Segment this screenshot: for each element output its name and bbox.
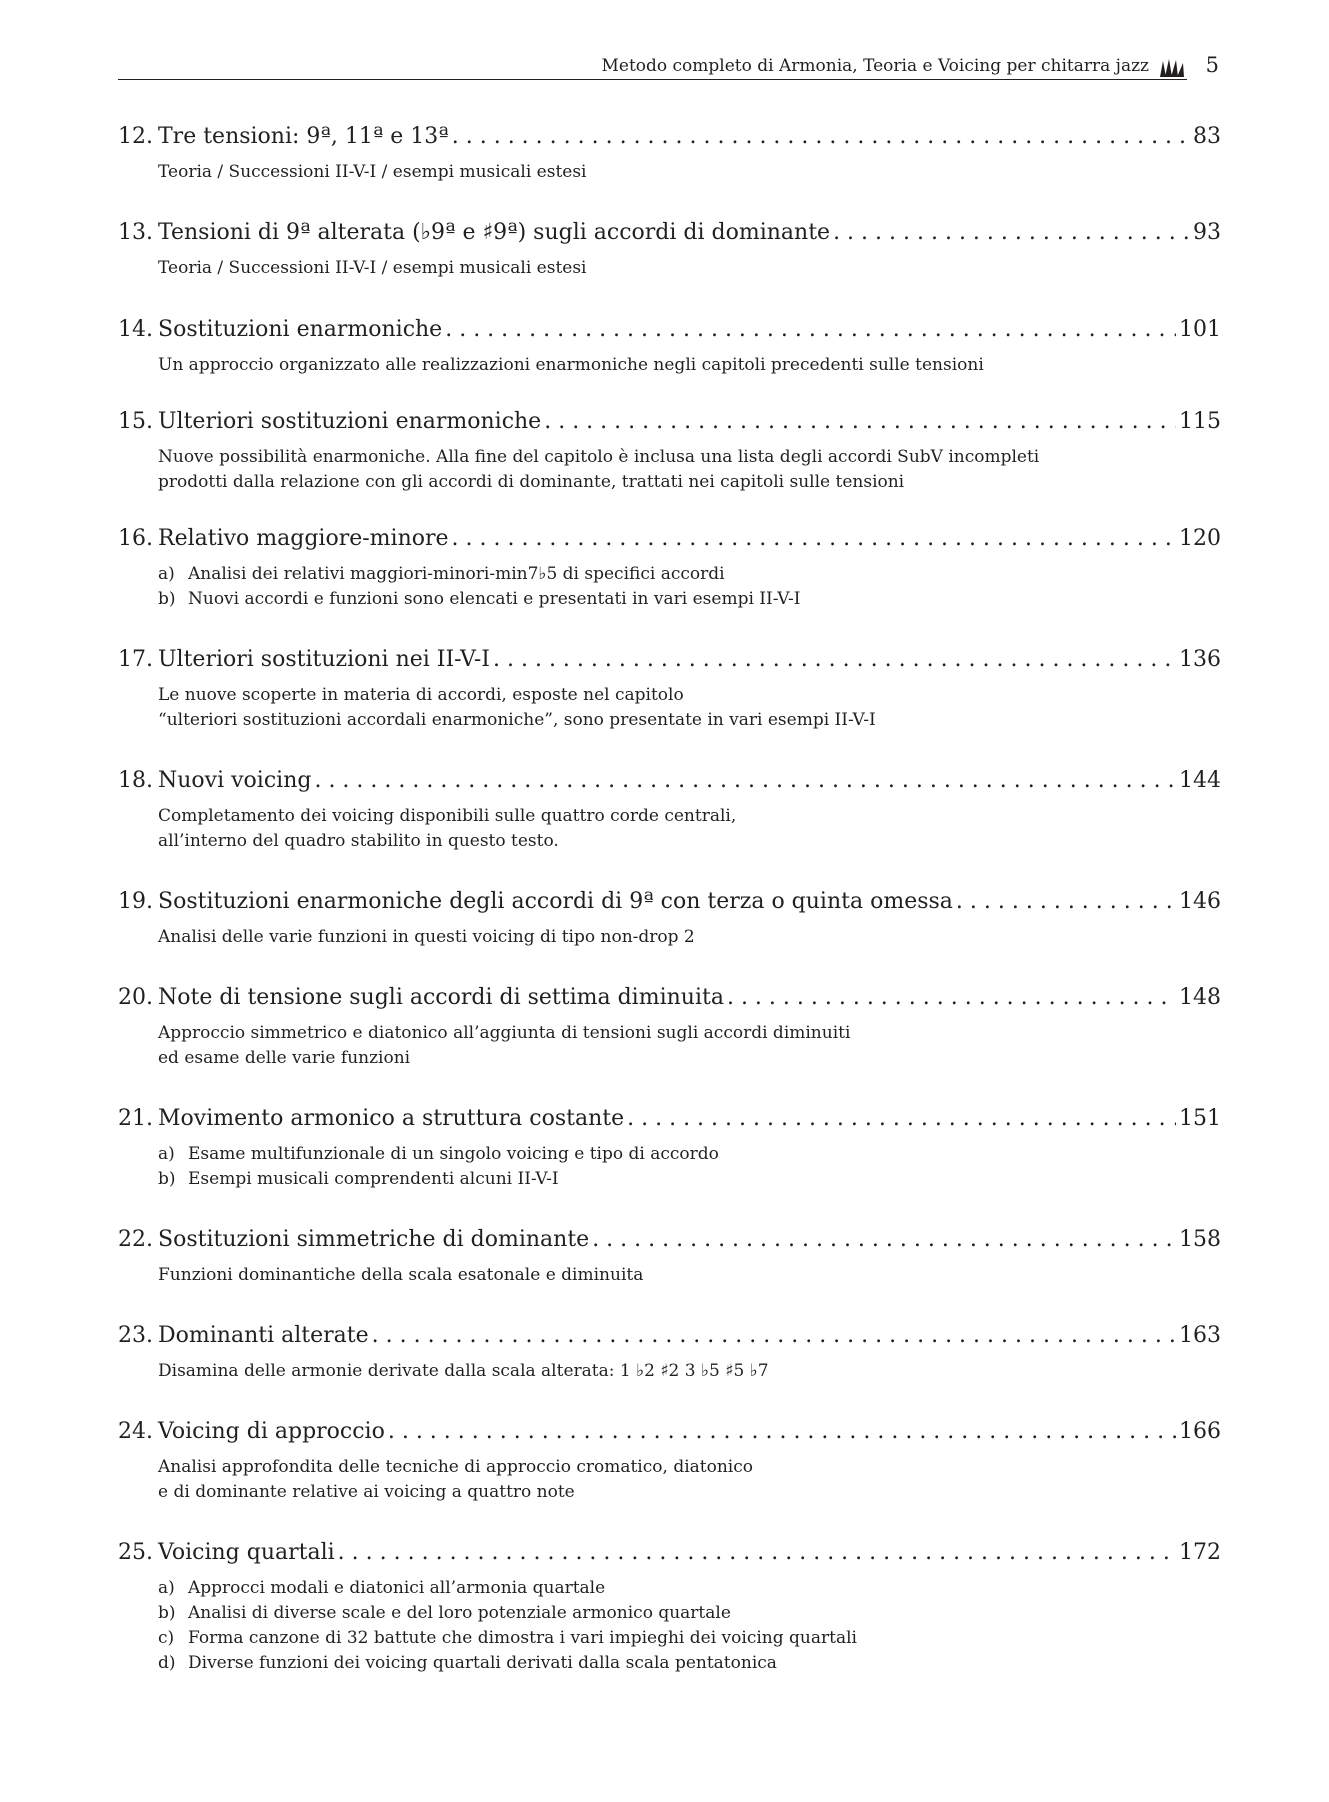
dot-leader (452, 124, 1190, 149)
entry-page: 148 (1179, 985, 1221, 1010)
entry-page: 166 (1179, 1419, 1221, 1444)
toc-entry (118, 1227, 1221, 1288)
sub-item-text: Esempi musicali comprendenti alcuni II-V-I (188, 1169, 559, 1189)
entry-title: Ulteriori sostituzioni enarmoniche (158, 409, 542, 434)
entry-number: 18. (118, 768, 153, 793)
dot-leader (372, 1323, 1176, 1348)
sub-item (158, 1142, 1221, 1167)
entry-description: e di dominante relative ai voicing a quattro note (158, 1482, 575, 1502)
entry-title: Dominanti alterate (158, 1323, 369, 1348)
dot-leader (493, 647, 1176, 672)
entry-description: Analisi approfondita delle tecniche di approccio cromatico, diatonico (158, 1457, 753, 1477)
dot-leader (592, 1227, 1176, 1252)
dot-leader (544, 409, 1176, 434)
entry-page: 146 (1179, 889, 1221, 914)
entry-description: “ulteriori sostituzioni accordali enarmoniche”, sono presentate in vari esempi II-V-I (158, 710, 876, 730)
entry-number: 17. (118, 647, 153, 672)
entry-description: Teoria / Successioni II-V-I / esempi musicali estesi (158, 162, 587, 182)
sub-item-text: Esame multifunzionale di un singolo voicing e tipo di accordo (188, 1144, 719, 1164)
entry-title: Sostituzioni simmetriche di dominante (158, 1227, 590, 1252)
toc-entry (118, 1540, 1221, 1676)
sub-item (158, 1601, 1221, 1626)
entry-description: Analisi delle varie funzioni in questi voicing di tipo non-drop 2 (158, 927, 695, 947)
sub-item (158, 1626, 1221, 1651)
toc-entry (118, 220, 1221, 281)
dot-leader (956, 889, 1176, 914)
sub-item (158, 587, 1221, 612)
entry-description: Approccio simmetrico e diatonico all’aggiunta di tensioni sugli accordi diminuiti (158, 1023, 851, 1043)
header-rule (118, 79, 1187, 80)
entry-description: Teoria / Successioni II-V-I / esempi musicali estesi (158, 258, 587, 278)
entry-page: 172 (1179, 1540, 1221, 1565)
sub-item-text: Approcci modali e diatonici all’armonia quartale (188, 1578, 606, 1598)
sub-item-letter: b) (158, 589, 176, 609)
entry-description: ed esame delle varie funzioni (158, 1048, 411, 1068)
entry-page: 163 (1179, 1323, 1221, 1348)
entry-description: Funzioni dominantiche della scala esatonale e diminuita (158, 1265, 644, 1285)
dot-leader (338, 1540, 1176, 1565)
toc-entry (118, 409, 1221, 495)
entry-title: Voicing di approccio (158, 1419, 385, 1444)
toc-entry (118, 985, 1221, 1071)
toc-entry (118, 526, 1221, 612)
sub-item-letter: a) (158, 564, 175, 584)
toc-entry (118, 124, 1221, 185)
entry-page: 136 (1179, 647, 1221, 672)
entry-number: 19. (118, 889, 153, 914)
sub-item (158, 562, 1221, 587)
dot-leader (388, 1419, 1176, 1444)
entry-title: Voicing quartali (158, 1540, 335, 1565)
toc-entry (118, 647, 1221, 733)
entry-page: 93 (1193, 220, 1221, 245)
entry-page: 151 (1179, 1106, 1221, 1131)
entry-title: Tensioni di 9ª alterata (♭9ª e ♯9ª) sugli accordi di dominante (158, 220, 831, 245)
sub-item (158, 1167, 1221, 1192)
page-header (118, 52, 1221, 80)
entry-description: Completamento dei voicing disponibili sulle quattro corde centrali, (158, 806, 737, 826)
sub-item-letter: c) (158, 1628, 175, 1648)
entry-title: Movimento armonico a struttura costante (158, 1106, 625, 1131)
entry-title: Note di tensione sugli accordi di settima diminuita (158, 985, 724, 1010)
entry-title: Nuovi voicing (158, 768, 312, 793)
sub-item-letter: b) (158, 1603, 176, 1623)
entry-title: Sostituzioni enarmoniche (158, 317, 443, 342)
entry-page: 83 (1193, 124, 1221, 149)
toc-entry (118, 317, 1221, 378)
dot-leader (314, 768, 1176, 793)
page-number: 5 (1205, 53, 1219, 77)
sub-item-text: Forma canzone di 32 battute che dimostra i vari impieghi dei voicing quartali (188, 1628, 857, 1648)
entry-number: 25. (118, 1540, 153, 1565)
running-title: Metodo completo di Armonia, Teoria e Voicing per chitarra jazz (601, 56, 1149, 76)
entry-page: 115 (1179, 409, 1221, 434)
toc-entry (118, 1106, 1221, 1192)
sub-item (158, 1576, 1221, 1601)
entry-page: 120 (1179, 526, 1221, 551)
entry-number: 23. (118, 1323, 153, 1348)
entry-description: Disamina delle armonie derivate dalla scala alterata: 1 ♭2 ♯2 3 ♭5 ♯5 ♭7 (158, 1361, 769, 1381)
entry-page: 158 (1179, 1227, 1221, 1252)
dot-leader (727, 985, 1176, 1010)
sub-item (158, 1651, 1221, 1676)
entry-title: Sostituzioni enarmoniche degli accordi di 9ª con terza o quinta omessa (158, 889, 953, 914)
sub-item-text: Analisi dei relativi maggiori-minori-min7♭5 di specifici accordi (188, 564, 725, 584)
entry-page: 101 (1179, 317, 1221, 342)
entry-description: prodotti dalla relazione con gli accordi di dominante, trattati nei capitoli sulle tensioni (158, 472, 905, 492)
entry-number: 15. (118, 409, 153, 434)
entry-description: Nuove possibilità enarmoniche. Alla fine del capitolo è inclusa una lista degli accordi SubV incompleti (158, 447, 1040, 467)
entry-title: Ulteriori sostituzioni nei II-V-I (158, 647, 490, 672)
sub-item-letter: d) (158, 1653, 176, 1673)
sub-item-letter: a) (158, 1578, 175, 1598)
entry-number: 22. (118, 1227, 153, 1252)
sub-item-text: Diverse funzioni dei voicing quartali derivati dalla scala pentatonica (188, 1653, 777, 1673)
entry-title: Tre tensioni: 9ª, 11ª e 13ª (158, 124, 449, 149)
entry-number: 20. (118, 985, 153, 1010)
dot-leader (445, 317, 1176, 342)
entry-number: 12. (118, 124, 153, 149)
entry-number: 13. (118, 220, 153, 245)
entry-description: Un approccio organizzato alle realizzazioni enarmoniche negli capitoli precedenti sulle tensioni (158, 355, 984, 375)
sub-item-letter: b) (158, 1169, 176, 1189)
toc-entry (118, 1419, 1221, 1505)
sub-item-text: Analisi di diverse scale e del loro potenziale armonico quartale (188, 1603, 731, 1623)
sub-item-text: Nuovi accordi e funzioni sono elencati e presentati in vari esempi II-V-I (188, 589, 801, 609)
publisher-logo-icon (1159, 58, 1185, 78)
entry-number: 21. (118, 1106, 153, 1131)
dot-leader (452, 526, 1176, 551)
toc-entry (118, 889, 1221, 950)
entry-description: Le nuove scoperte in materia di accordi, esposte nel capitolo (158, 685, 684, 705)
entry-number: 16. (118, 526, 153, 551)
entry-description: all’interno del quadro stabilito in questo testo. (158, 831, 559, 851)
dot-leader (627, 1106, 1176, 1131)
entry-page: 144 (1179, 768, 1221, 793)
entry-number: 14. (118, 317, 153, 342)
toc-entry (118, 768, 1221, 854)
entry-number: 24. (118, 1419, 153, 1444)
dot-leader (833, 220, 1190, 245)
toc-entry (118, 1323, 1221, 1384)
sub-item-letter: a) (158, 1144, 175, 1164)
entry-title: Relativo maggiore-minore (158, 526, 449, 551)
